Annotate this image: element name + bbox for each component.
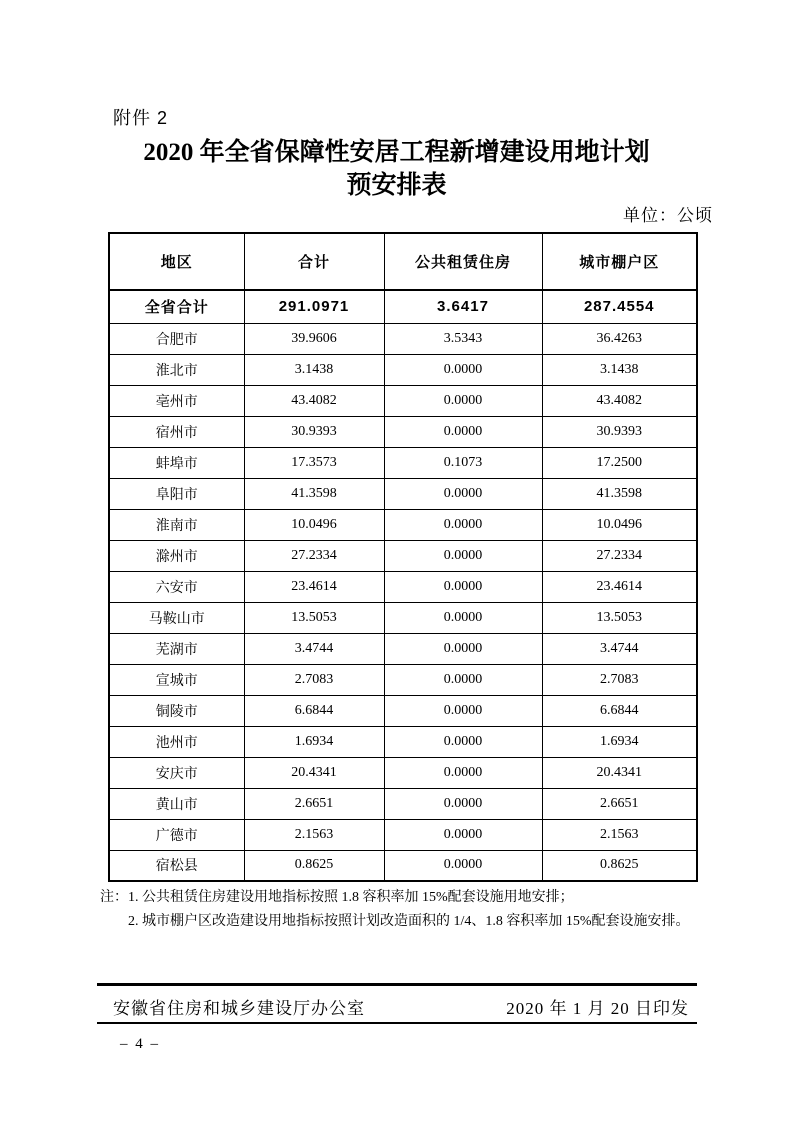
cell-region: 宣城市 [109, 664, 244, 695]
document-title-line2: 预安排表 [346, 172, 447, 199]
land-plan-table [108, 232, 698, 882]
footer-row [113, 994, 689, 1019]
cell-public-rental: 0.0000 [384, 509, 542, 540]
cell-shantytown: 287.4554 [542, 290, 697, 323]
cell-shantytown: 2.6651 [542, 788, 697, 819]
table-row-province-total [109, 290, 697, 323]
table-row [109, 695, 697, 726]
cell-shantytown: 30.9393 [542, 416, 697, 447]
cell-region: 铜陵市 [109, 695, 244, 726]
cell-region: 宿州市 [109, 416, 244, 447]
cell-total: 2.7083 [244, 664, 384, 695]
cell-total: 39.9606 [244, 323, 384, 354]
col-header-region: 地区 [109, 233, 244, 290]
cell-total: 10.0496 [244, 509, 384, 540]
cell-region: 滁州市 [109, 540, 244, 571]
cell-total: 30.9393 [244, 416, 384, 447]
cell-total: 291.0971 [244, 290, 384, 323]
cell-public-rental: 0.0000 [384, 354, 542, 385]
cell-public-rental: 0.0000 [384, 850, 542, 881]
cell-public-rental: 3.6417 [384, 290, 542, 323]
cell-public-rental: 0.0000 [384, 664, 542, 695]
cell-total: 23.4614 [244, 571, 384, 602]
cell-total: 0.8625 [244, 850, 384, 881]
table-row [109, 850, 697, 881]
cell-shantytown: 10.0496 [542, 509, 697, 540]
cell-total: 6.6844 [244, 695, 384, 726]
cell-total: 20.4341 [244, 757, 384, 788]
footer-top-rule [97, 983, 697, 986]
cell-shantytown: 27.2334 [542, 540, 697, 571]
note-line-2: 2. 城市棚户区改造建设用地指标按照计划改造面积的 1/4、1.8 容积率加 15%配套设施安排。 [128, 914, 690, 929]
cell-public-rental: 0.0000 [384, 602, 542, 633]
table-row [109, 633, 697, 664]
cell-total: 2.1563 [244, 819, 384, 850]
cell-region: 黄山市 [109, 788, 244, 819]
cell-shantytown: 3.1438 [542, 354, 697, 385]
table-row [109, 540, 697, 571]
cell-total: 13.5053 [244, 602, 384, 633]
table-row [109, 726, 697, 757]
cell-shantytown: 23.4614 [542, 571, 697, 602]
cell-shantytown: 20.4341 [542, 757, 697, 788]
cell-shantytown: 13.5053 [542, 602, 697, 633]
cell-region: 淮北市 [109, 354, 244, 385]
cell-public-rental: 0.1073 [384, 447, 542, 478]
cell-shantytown: 17.2500 [542, 447, 697, 478]
print-date: 2020 年 1 月 20 日印发 [506, 999, 689, 1018]
table-row [109, 788, 697, 819]
cell-shantytown: 3.4744 [542, 633, 697, 664]
cell-region: 芜湖市 [109, 633, 244, 664]
cell-shantytown: 2.7083 [542, 664, 697, 695]
table-row [109, 509, 697, 540]
cell-total: 27.2334 [244, 540, 384, 571]
cell-region: 蚌埠市 [109, 447, 244, 478]
table-row [109, 602, 697, 633]
cell-public-rental: 0.0000 [384, 571, 542, 602]
cell-shantytown: 2.1563 [542, 819, 697, 850]
cell-region: 六安市 [109, 571, 244, 602]
cell-public-rental: 0.0000 [384, 478, 542, 509]
cell-public-rental: 3.5343 [384, 323, 542, 354]
cell-shantytown: 6.6844 [542, 695, 697, 726]
cell-region: 阜阳市 [109, 478, 244, 509]
cell-region: 亳州市 [109, 385, 244, 416]
table-notes [100, 886, 700, 934]
cell-total: 1.6934 [244, 726, 384, 757]
col-header-total: 合计 [244, 233, 384, 290]
cell-shantytown: 1.6934 [542, 726, 697, 757]
cell-public-rental: 0.0000 [384, 819, 542, 850]
col-header-public-rental: 公共租赁住房 [384, 233, 542, 290]
cell-total: 43.4082 [244, 385, 384, 416]
table-row [109, 323, 697, 354]
document-title [0, 136, 793, 202]
unit-label: 单位：公顷 [623, 206, 713, 225]
cell-region: 马鞍山市 [109, 602, 244, 633]
cell-shantytown: 43.4082 [542, 385, 697, 416]
cell-region: 广德市 [109, 819, 244, 850]
cell-region: 宿松县 [109, 850, 244, 881]
cell-public-rental: 0.0000 [384, 416, 542, 447]
cell-region: 安庆市 [109, 757, 244, 788]
table-row [109, 571, 697, 602]
col-header-shantytown: 城市棚户区 [542, 233, 697, 290]
cell-region: 合肥市 [109, 323, 244, 354]
cell-total: 3.1438 [244, 354, 384, 385]
cell-public-rental: 0.0000 [384, 788, 542, 819]
cell-total: 3.4744 [244, 633, 384, 664]
table-row [109, 664, 697, 695]
cell-public-rental: 0.0000 [384, 633, 542, 664]
table-row [109, 354, 697, 385]
cell-public-rental: 0.0000 [384, 540, 542, 571]
table-row [109, 819, 697, 850]
table-row [109, 385, 697, 416]
issuing-office: 安徽省住房和城乡建设厅办公室 [113, 999, 365, 1018]
footer-bottom-rule [97, 1022, 697, 1024]
table-row [109, 416, 697, 447]
cell-public-rental: 0.0000 [384, 726, 542, 757]
cell-shantytown: 41.3598 [542, 478, 697, 509]
table-row [109, 447, 697, 478]
cell-total: 17.3573 [244, 447, 384, 478]
page-number: – 4 – [120, 1036, 160, 1052]
table-header-row [109, 233, 697, 290]
cell-public-rental: 0.0000 [384, 385, 542, 416]
cell-public-rental: 0.0000 [384, 695, 542, 726]
cell-total: 41.3598 [244, 478, 384, 509]
cell-total: 2.6651 [244, 788, 384, 819]
cell-region: 池州市 [109, 726, 244, 757]
table-row [109, 478, 697, 509]
cell-region: 淮南市 [109, 509, 244, 540]
cell-public-rental: 0.0000 [384, 757, 542, 788]
cell-region: 全省合计 [109, 290, 244, 323]
note-line-1: 注：1. 公共租赁住房建设用地指标按照 1.8 容积率加 15%配套设施用地安排； [100, 890, 574, 905]
document-title-line1: 2020 年全省保障性安居工程新增建设用地计划 [143, 139, 650, 166]
cell-shantytown: 36.4263 [542, 323, 697, 354]
cell-shantytown: 0.8625 [542, 850, 697, 881]
attachment-label: 附件 2 [113, 108, 169, 128]
table-row [109, 757, 697, 788]
